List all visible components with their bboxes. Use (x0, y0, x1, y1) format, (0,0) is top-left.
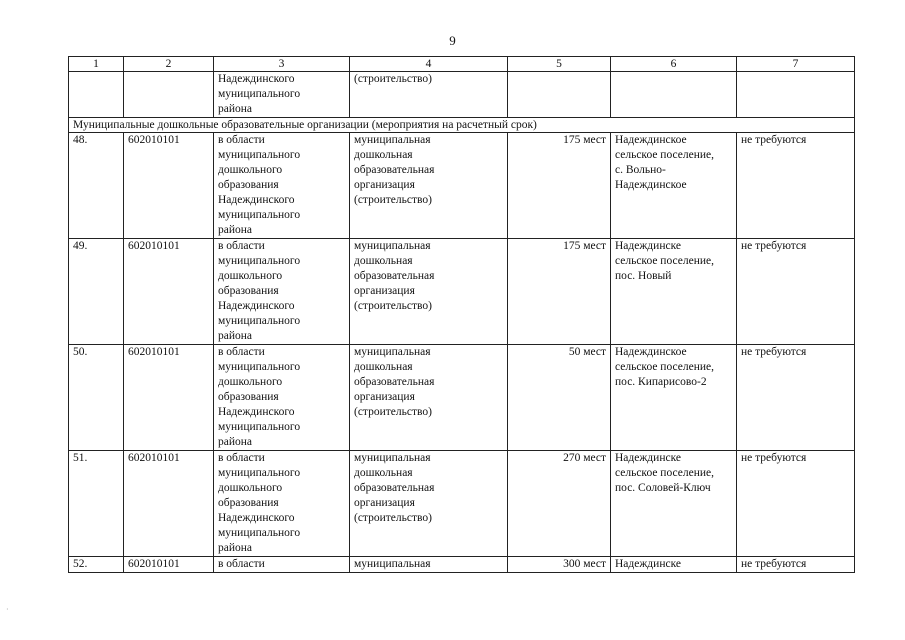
object-cell (350, 133, 508, 239)
row-code: 602010101 (124, 133, 214, 239)
continued-note-cell (737, 72, 855, 118)
area-cell (214, 451, 350, 557)
area-cell-line: района (218, 542, 253, 554)
object-cell (350, 451, 508, 557)
object-cell-line: образовательная (354, 164, 435, 176)
scan-speck: · (6, 605, 9, 614)
location-cell-line: сельское поселение, (615, 255, 714, 267)
table-row (69, 451, 855, 557)
area-cell-line: образования (218, 285, 279, 297)
location-cell-line: пос. Кипарисово-2 (615, 376, 707, 388)
area-cell-line: в области (218, 452, 265, 464)
object-cell-line: дошкольная (354, 467, 413, 479)
object-cell-line: (строительство) (354, 300, 432, 312)
area-cell (214, 239, 350, 345)
area-cell-line: Надеждинского (218, 194, 295, 206)
area-cell-line: дошкольного (218, 270, 283, 282)
location-cell-line: с. Вольно- (615, 164, 666, 176)
continued-location-cell (611, 72, 737, 118)
object-cell-line: (строительство) (354, 194, 432, 206)
column-number-4: 4 (350, 57, 508, 72)
object-cell-line: организация (354, 285, 415, 297)
location-cell-line: сельское поселение, (615, 361, 714, 373)
location-cell-line: Надеждинское (615, 134, 687, 146)
object-cell-line: образовательная (354, 270, 435, 282)
section-title: Муниципальные дошкольные образовательные организации (мероприятия на расчетный срок) (69, 118, 855, 133)
area-cell (214, 133, 350, 239)
area-cell-line: образования (218, 497, 279, 509)
row-code: 602010101 (124, 451, 214, 557)
object-cell-line: муниципальная (354, 240, 431, 252)
column-number-header-row (69, 57, 855, 72)
area-cell-line: муниципального (218, 361, 301, 373)
area-cell-line: в области (218, 134, 265, 146)
table-row (69, 345, 855, 451)
area-cell-line: района (218, 330, 253, 342)
capacity-cell: 175 мест (508, 133, 611, 239)
area-cell-line: муниципального (218, 467, 301, 479)
continued-area-line: района (218, 103, 253, 115)
location-cell-line: сельское поселение, (615, 467, 714, 479)
row-number: 49. (69, 239, 124, 345)
page-number: 9 (449, 33, 456, 48)
object-cell (350, 345, 508, 451)
area-cell-line: дошкольного (218, 164, 283, 176)
location-cell (611, 451, 737, 557)
location-cell-line: Надеждинское (615, 346, 687, 358)
continued-object-cell (350, 72, 508, 118)
object-cell-line: организация (354, 391, 415, 403)
area-cell-line: дошкольного (218, 482, 283, 494)
area-cell-line: муниципального (218, 421, 301, 433)
table-row (69, 239, 855, 345)
area-cell-line: района (218, 224, 253, 236)
planning-table (68, 56, 855, 573)
table-row (69, 557, 855, 573)
object-cell-line: муниципальная (354, 346, 431, 358)
area-cell-line: образования (218, 391, 279, 403)
location-cell-line: Надеждинске (615, 452, 681, 464)
object-cell-line: организация (354, 497, 415, 509)
location-cell-line: пос. Соловей-Ключ (615, 482, 711, 494)
row-code: 602010101 (124, 239, 214, 345)
continued-area-cell (214, 72, 350, 118)
continued-area-line: Надеждинского (218, 73, 295, 85)
continued-object-line: (строительство) (354, 73, 432, 85)
row-code: 602010101 (124, 345, 214, 451)
location-cell-line: сельское поселение, (615, 149, 714, 161)
object-cell-line: муниципальная (354, 134, 431, 146)
area-cell-line: муниципального (218, 209, 301, 221)
continued-area-line: муниципального (218, 88, 301, 100)
object-cell-line: муниципальная (354, 558, 431, 570)
area-cell-line: образования (218, 179, 279, 191)
row-number: 48. (69, 133, 124, 239)
column-number-1: 1 (69, 57, 124, 72)
area-cell-line: муниципального (218, 149, 301, 161)
object-cell-line: дошкольная (354, 255, 413, 267)
area-cell-line: района (218, 436, 253, 448)
capacity-cell: 270 мест (508, 451, 611, 557)
area-cell-line: муниципального (218, 527, 301, 539)
area-cell-line: Надеждинского (218, 512, 295, 524)
location-cell-line: пос. Новый (615, 270, 672, 282)
object-cell-line: дошкольная (354, 149, 413, 161)
area-cell (214, 345, 350, 451)
note-cell: не требуются (737, 133, 855, 239)
object-cell-line: дошкольная (354, 361, 413, 373)
continued-code-cell (124, 72, 214, 118)
continued-capacity-cell (508, 72, 611, 118)
row-number: 52. (69, 557, 124, 573)
note-cell: не требуются (737, 345, 855, 451)
object-cell-line: образовательная (354, 376, 435, 388)
row-number: 51. (69, 451, 124, 557)
table-row (69, 133, 855, 239)
row-code: 602010101 (124, 557, 214, 573)
location-cell (611, 345, 737, 451)
column-number-2: 2 (124, 57, 214, 72)
location-cell-line: Надеждинске (615, 240, 681, 252)
location-cell (611, 557, 737, 573)
area-cell-line: Надеждинского (218, 406, 295, 418)
capacity-cell: 300 мест (508, 557, 611, 573)
object-cell-line: муниципальная (354, 452, 431, 464)
location-cell (611, 239, 737, 345)
object-cell-line: (строительство) (354, 406, 432, 418)
area-cell-line: в области (218, 346, 265, 358)
area-cell-line: муниципального (218, 315, 301, 327)
column-number-6: 6 (611, 57, 737, 72)
location-cell (611, 133, 737, 239)
continued-row (69, 72, 855, 118)
row-number: 50. (69, 345, 124, 451)
capacity-cell: 50 мест (508, 345, 611, 451)
area-cell-line: муниципального (218, 255, 301, 267)
object-cell-line: организация (354, 179, 415, 191)
object-cell-line: образовательная (354, 482, 435, 494)
column-number-7: 7 (737, 57, 855, 72)
area-cell-line: Надеждинского (218, 300, 295, 312)
section-row (69, 118, 855, 133)
area-cell-line: дошкольного (218, 376, 283, 388)
object-cell-line: (строительство) (354, 512, 432, 524)
note-cell: не требуются (737, 451, 855, 557)
object-cell (350, 239, 508, 345)
area-cell (214, 557, 350, 573)
note-cell: не требуются (737, 557, 855, 573)
column-number-3: 3 (214, 57, 350, 72)
column-number-5: 5 (508, 57, 611, 72)
note-cell: не требуются (737, 239, 855, 345)
area-cell-line: в области (218, 558, 265, 570)
area-cell-line: в области (218, 240, 265, 252)
continued-num-cell (69, 72, 124, 118)
object-cell (350, 557, 508, 573)
location-cell-line: Надеждинское (615, 179, 687, 191)
location-cell-line: Надеждинске (615, 558, 681, 570)
capacity-cell: 175 мест (508, 239, 611, 345)
